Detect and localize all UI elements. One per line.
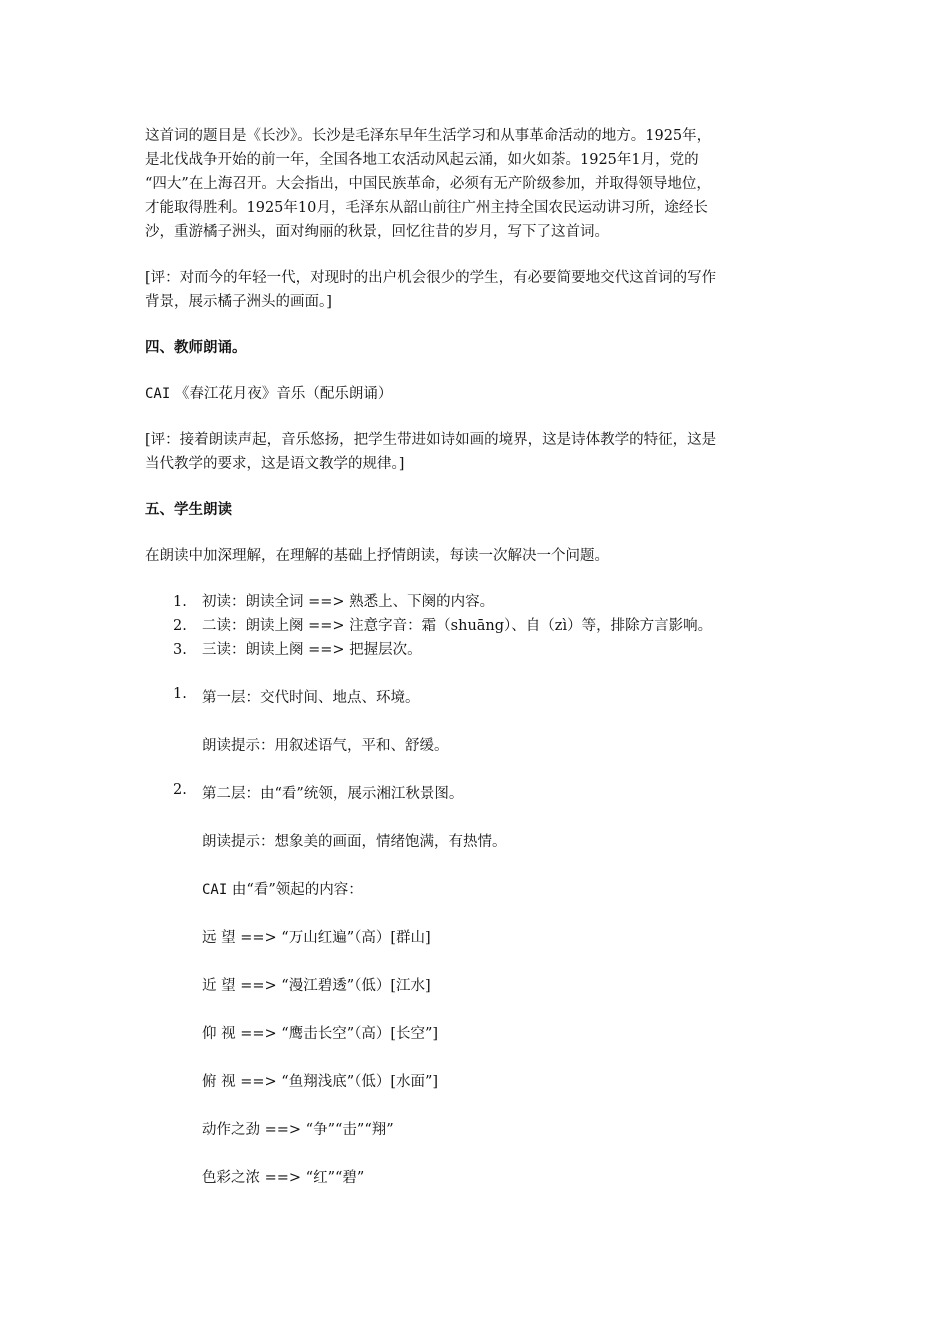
reading-steps-list [145,590,810,662]
section-heading-student-reading: 五、学生朗读 [145,501,232,518]
comment-background [145,266,810,314]
layer-title: 第一层：交代时间、地点、环境。 [202,690,420,706]
intro-paragraph [145,124,810,244]
list-number: 3. [173,642,187,658]
cai-music-line [145,382,810,406]
list-item [145,638,810,662]
cai-view-heading [202,878,810,902]
list-item-first-layer [145,686,810,758]
reading-tip: 朗读提示：用叙述语气，平和、舒缓。 [202,738,449,754]
reading-intro: 在朗读中加深理解，在理解的基础上抒情朗读，每读一次解决一个问题。 [145,548,609,564]
layers-list [145,686,810,1190]
text-line: 当代教学的要求，这是语文教学的规律。] [145,456,405,472]
list-text: 三读：朗读上阕 ==> 把握层次。 [202,642,422,658]
cai-music-text: 《春江花月夜》音乐（配乐朗诵） [170,386,393,402]
comment-recitation [145,428,810,476]
list-item [145,614,810,638]
list-number: 2. [173,618,187,634]
text-line: 沙，重游橘子洲头，面对绚丽的秋景，回忆往昔的岁月，写下了这首词。 [145,224,609,240]
view-line: 远 望 ==> “万山红遍”（高）[群山] [202,930,431,946]
reading-tip: 朗读提示：想象美的画面，情绪饱满，有热情。 [202,834,507,850]
text-line: 背景，展示橘子洲头的画面。] [145,294,332,310]
list-item [145,590,810,614]
list-text: 初读：朗读全词 ==> 熟悉上、下阕的内容。 [202,594,495,610]
text-line: 是北伐战争开始的前一年，全国各地工农活动风起云涌，如火如荼。1925年1月，党的 [145,152,699,168]
list-number: 1. [173,594,187,610]
view-line: 仰 视 ==> “鹰击长空”（高）[长空”] [202,1026,439,1042]
list-item-second-layer [145,782,810,1190]
view-line: 色彩之浓 ==> “红”“碧” [202,1170,365,1186]
text-line: 这首词的题目是《长沙》。长沙是毛泽东早年生活学习和从事革命活动的地方。1925年， [145,128,712,144]
view-line: 近 望 ==> “漫江碧透”（低）[江水] [202,978,431,994]
text-line: 才能取得胜利。1925年10月，毛泽东从韶山前往广州主持全国农民运动讲习所，途经长 [145,200,708,216]
section-heading-teacher-recitation: 四、教师朗诵。 [145,339,247,356]
list-number: 2. [173,782,187,798]
list-number: 1. [173,686,187,702]
cai-label: CAI [145,386,171,402]
layer-title: 第二层：由“看”统领，展示湘江秋景图。 [202,786,464,802]
view-line: 俯 视 ==> “鱼翔浅底”（低）[水面”] [202,1074,439,1090]
document-body [145,124,810,1214]
list-text: 二读：朗读上阕 ==> 注意字音：霜（shuāng）、自（zì）等，排除方言影响。 [202,618,713,634]
text-line: [评：接着朗读声起，音乐悠扬，把学生带进如诗如画的境界，这是诗体教学的特征，这是 [145,432,717,448]
text-line: “四大”在上海召开。大会指出，中国民族革命，必须有无产阶级参加，并取得领导地位， [145,176,711,192]
cai-view-text: 由“看”领起的内容： [227,882,363,898]
text-line: [评：对而今的年轻一代，对现时的出户机会很少的学生，有必要简要地交代这首词的写作 [145,270,717,286]
view-line: 动作之劲 ==> “争”“击”“翔” [202,1122,394,1138]
cai-label: CAI [202,882,228,898]
